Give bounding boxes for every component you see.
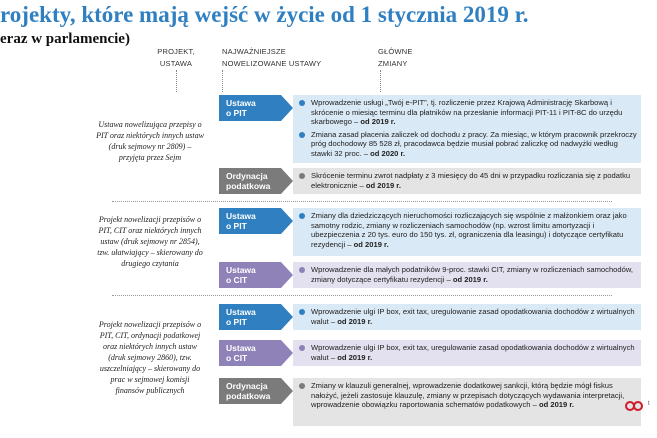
column-header-laws-line1: NAJWAŻNIEJSZE (222, 47, 286, 56)
guide-line-changes (380, 70, 381, 92)
change-item (311, 211, 637, 249)
change-date: od 2019 r. (452, 274, 488, 284)
column-header-project (146, 46, 206, 70)
law-tag-line1: Ustawa (226, 265, 256, 275)
column-header-changes-line2: ZMIANY (378, 59, 408, 68)
row-separator (112, 295, 612, 296)
law-tag-line2: o PIT (226, 317, 247, 327)
law-tag-line2: o PIT (226, 221, 247, 231)
change-item (311, 130, 637, 159)
change-date: od 2019 r. (360, 117, 396, 127)
bullet-icon (299, 132, 305, 138)
arrow-icon (281, 262, 293, 288)
bullet-icon (299, 100, 305, 106)
page-subtitle: eraz w parlamencie) (0, 31, 130, 47)
changes-box (293, 168, 641, 194)
law-tag-line2: o PIT (226, 108, 247, 118)
change-item (311, 98, 637, 127)
arrow-icon (281, 304, 293, 330)
law-tag-pit (219, 304, 281, 330)
change-item (311, 265, 637, 284)
change-item (311, 381, 637, 410)
arrow-icon (281, 340, 293, 366)
column-header-changes-line1: GŁÓWNE (378, 47, 413, 56)
change-text: Zmiana zasad płacenia zaliczek od dochodu z pracy. Za miesiąc, w którym pracownik przekroczy próg dochodowy 85 528 zł, pracodawca będzie musiał pobrać zaliczkę od nadwyżki według stawki 32 proc. – (311, 129, 637, 158)
changes-box (293, 262, 641, 288)
change-date: od 2019 r. (337, 316, 373, 326)
bullet-icon (299, 213, 305, 219)
law-tag-line1: Ustawa (226, 307, 256, 317)
bullet-icon (299, 309, 305, 315)
bullet-icon (299, 173, 305, 179)
change-text: Zmiany dla dziedziczących nieruchomości rozliczających się wspólnie z małżonkiem oraz jako samotny rodzic, zmiany w rozliczeniach samochodów (np. wzrost limitu amortyzacji i ubezpieczenia z 20 tys. euro do 150 tys. zł, ograniczenia dla leasingu) i dotyczące certyfikatu rezydencji – (311, 211, 627, 249)
arrow-icon (281, 378, 293, 404)
page-mark: t (648, 401, 650, 407)
change-text: Wprowadzenie usługi „Twój e-PIT”, tj. rozliczenie przez Krajową Administrację Skarbową i skrócenie o miesiąc terminu dla płatników na przesłanie informacji PIT-11 i PIT-8C do urzędu skarbowego – (311, 98, 623, 127)
changes-box (293, 95, 641, 163)
project-description: Ustawa nowelizująca przepisy o PIT oraz niektórych innych ustaw (druk sejmowy nr 2809) – przyjęta przez Sejm (96, 120, 204, 162)
change-item (311, 307, 637, 326)
law-tag-line1: Ordynacja (226, 171, 268, 181)
law-tag-cit (219, 262, 281, 288)
arrow-icon (281, 95, 293, 121)
law-tag-line2: o CIT (226, 353, 248, 363)
row-separator (112, 201, 612, 202)
change-date: od 2020 r. (370, 148, 406, 158)
guide-line-project (176, 70, 177, 92)
law-tag-line1: Ustawa (226, 211, 256, 221)
law-tag-pit (219, 208, 281, 234)
change-text: Wprowadzenie dla małych podatników 9-proc. stawki CIT, zmiany w rozliczeniach samochodów, zmiany dotyczące certyfikatu rezydencji – (311, 265, 634, 284)
bullet-icon (299, 267, 305, 273)
guide-line-laws (222, 70, 223, 92)
law-tag-pit (219, 95, 281, 121)
change-date: od 2019 r. (353, 239, 389, 249)
column-header-laws (222, 46, 321, 70)
change-text: Wprowadzenie ulgi IP box, exit tax, uregulowanie zasad opodatkowania dochodów z wirtualnych walut – (311, 307, 635, 326)
arrow-icon (281, 208, 293, 234)
law-tag-line2: podatkowa (226, 181, 271, 191)
column-header-project-line2: USTAWA (159, 59, 193, 68)
column-header-changes (378, 46, 413, 70)
law-tag-line1: Ustawa (226, 98, 256, 108)
change-item (311, 171, 637, 190)
law-tag-ordynacja (219, 378, 281, 404)
changes-box (293, 208, 641, 256)
law-tag-ordynacja (219, 168, 281, 194)
change-item (311, 343, 637, 362)
publisher-logo-icon (625, 400, 643, 412)
bullet-icon (299, 383, 305, 389)
change-text: Zmiany w klauzuli generalnej, wprowadzenie dodatkowej sankcji, którą będzie mógł fiskus nałożyć, jeżeli zastosuje klauzulę, zmiany w przepisach dotyczących wydawania interpretacji, wprowadzenie obowiązku raportowania schematów podatkowych – (311, 381, 625, 410)
bullet-icon (299, 345, 305, 351)
arrow-icon (281, 168, 293, 194)
law-tag-line1: Ustawa (226, 343, 256, 353)
changes-box (293, 340, 641, 366)
project-description: Projekt nowelizacji przepisów o PIT, CIT, ordynacji podatkowej oraz niektórych innych ustaw (druk sejmowy 2860), tzw. uszczelniający – skierowany do prac w sejmowej komisji finansów publicznych (98, 320, 202, 395)
change-text: Skrócenie terminu zwrot nadpłaty z 3 miesięcy do 45 dni w przypadku rozliczania się z podatku elektronicznie – (311, 171, 631, 190)
change-date: od 2019 r. (337, 352, 373, 362)
change-text: Wprowadzenie ulgi IP box, exit tax, uregulowanie zasad opodatkowania dochodów z wirtualnych walut – (311, 343, 635, 362)
column-header-laws-line2: NOWELIZOWANE USTAWY (222, 59, 322, 68)
law-tag-cit (219, 340, 281, 366)
change-date: od 2019 r. (538, 400, 575, 410)
changes-box (293, 304, 641, 330)
law-tag-line2: o CIT (226, 275, 248, 285)
column-header-project-line1: PROJEKT, (157, 47, 195, 56)
page-title: rojekty, które mają wejść w życie od 1 stycznia 2019 r. (0, 2, 529, 27)
changes-box (293, 378, 641, 426)
law-tag-line1: Ordynacja (226, 381, 268, 391)
law-tag-line2: podatkowa (226, 391, 271, 401)
project-description: Projekt nowelizacji przepisów o PIT, CIT oraz niektórych innych ustaw (druk sejmowy nr 2854), tzw. ułatwiający – skierowany do drugiego czytania (97, 215, 203, 268)
change-date: od 2019 r. (365, 180, 401, 190)
